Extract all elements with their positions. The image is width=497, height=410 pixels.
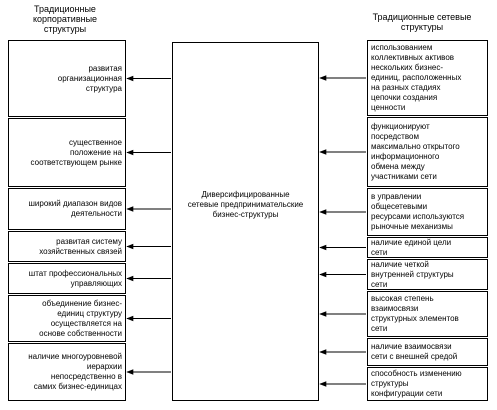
- right-item-text: наличие единой цели сети: [371, 238, 452, 257]
- left-item-text: развитая организационная структура: [57, 63, 122, 93]
- right-item-text: наличие четкой внутренней структуры сети: [371, 260, 454, 289]
- right-item-text: высокая степень взаимосвязи структурных элементов сети: [371, 294, 459, 333]
- left-item-text: объединение бизнес- единиц структуру осуществляется на основе собственности: [39, 298, 122, 338]
- central-node-label: Диверсифицированные сетевые предпринимательские бизнес-структуры: [187, 190, 304, 219]
- left-item-text: существенное положение на соответствующем рынке: [30, 137, 122, 167]
- right-item-text: использованием коллективных активов нескольких бизнес- единиц, расположенных на разных стадиях цепочки создания ценности: [371, 43, 462, 112]
- right-item-text: функционируют посредством максимально открытого информационного обмена между участниками сети: [371, 122, 460, 181]
- left-column-header: Традиционные корпоративные структуры: [32, 4, 98, 34]
- left-item-text: штат профессиональных управляющих: [28, 268, 122, 288]
- left-item-text: развитая систему хозяйственных связей: [39, 236, 122, 256]
- right-item-text: в управлении общесетевыми ресурсами используются рыночные механизмы: [371, 192, 465, 231]
- left-item-text: широкий диапазон видов деятельности: [28, 199, 122, 218]
- right-item-text: наличие взаимосвязи сети с внешней средой: [371, 342, 458, 361]
- left-item-text: наличие многоуровневой иерархии непосредственно в самих бизнес-единицах: [28, 352, 122, 391]
- central-node-box: [172, 42, 319, 401]
- right-item-text: способность изменению структуры конфигурации сети: [371, 369, 462, 398]
- right-column-header: Традиционные сетевые структуры: [372, 12, 472, 32]
